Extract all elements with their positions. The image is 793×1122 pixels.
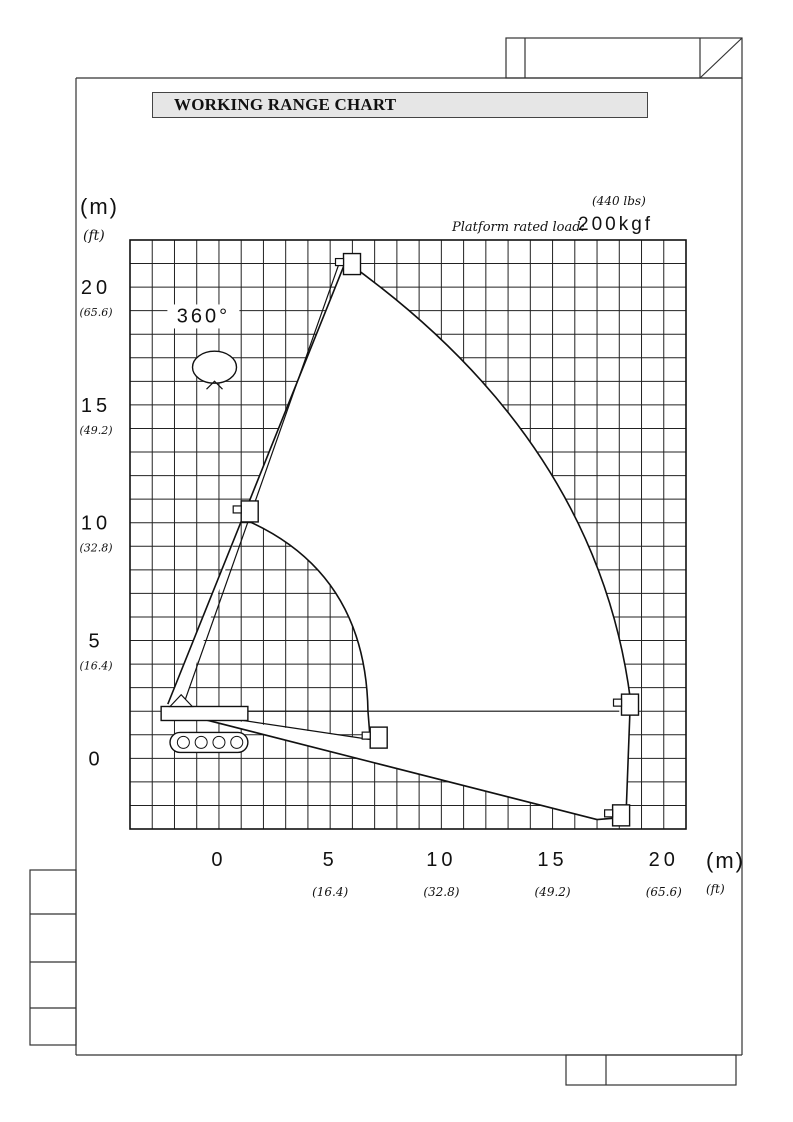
platform-mid xyxy=(233,501,258,522)
platform-below-body xyxy=(613,805,630,826)
rated-load-value: 200kgf xyxy=(578,214,654,235)
platform-top xyxy=(336,254,361,275)
x-tick-label: 10 xyxy=(426,849,457,871)
platform-top-rail xyxy=(336,259,344,266)
track-wheel xyxy=(195,736,207,748)
x-tick-ft-label: (65.6) xyxy=(645,885,682,899)
rated-load-label: Platform rated load: xyxy=(452,220,585,235)
y-tick-ft-label: (65.6) xyxy=(79,306,113,320)
x-unit-ft: (ft) xyxy=(706,882,725,896)
rotation-symbol xyxy=(193,351,237,383)
x-tick-label: 5 xyxy=(322,849,338,871)
x-tick-ft-label: (32.8) xyxy=(423,885,460,899)
track-wheel xyxy=(213,736,225,748)
y-tick-label: 10 xyxy=(80,512,112,535)
y-tick-ft-label: (49.2) xyxy=(79,423,113,437)
platform-low-rail xyxy=(362,732,370,739)
x-tick-label: 20 xyxy=(648,849,679,871)
y-tick-ft-label: (16.4) xyxy=(79,659,113,673)
y-unit-m: (m) xyxy=(80,194,119,219)
x-tick-label: 15 xyxy=(537,849,568,871)
x-unit-m: (m) xyxy=(706,848,745,873)
chart-shapes xyxy=(130,240,686,829)
y-tick-label: 5 xyxy=(88,630,104,653)
machine-body xyxy=(161,706,248,720)
page-title: WORKING RANGE CHART xyxy=(174,95,397,114)
track-wheel xyxy=(177,736,189,748)
platform-reach-body xyxy=(622,694,639,715)
platform-reach-rail xyxy=(614,699,622,706)
x-tick-ft-label: (16.4) xyxy=(312,885,349,899)
y-tick-label: 0 xyxy=(88,748,104,771)
x-tick-label: 0 xyxy=(211,849,227,871)
track-wheel xyxy=(231,736,243,748)
y-unit-ft: (ft) xyxy=(83,228,105,244)
y-tick-label: 15 xyxy=(80,394,112,417)
x-tick-ft-label: (49.2) xyxy=(534,885,571,899)
rated-load-lbs: (440 lbs) xyxy=(592,194,646,208)
y-tick-ft-label: (32.8) xyxy=(79,541,113,555)
platform-low-body xyxy=(370,727,387,748)
y-tick-label: 20 xyxy=(80,277,112,300)
platform-mid-rail xyxy=(233,506,241,513)
platform-mid-body xyxy=(241,501,258,522)
rotation-label: 360° xyxy=(176,305,231,328)
platform-below-rail xyxy=(605,810,613,817)
platform-top-body xyxy=(344,254,361,275)
